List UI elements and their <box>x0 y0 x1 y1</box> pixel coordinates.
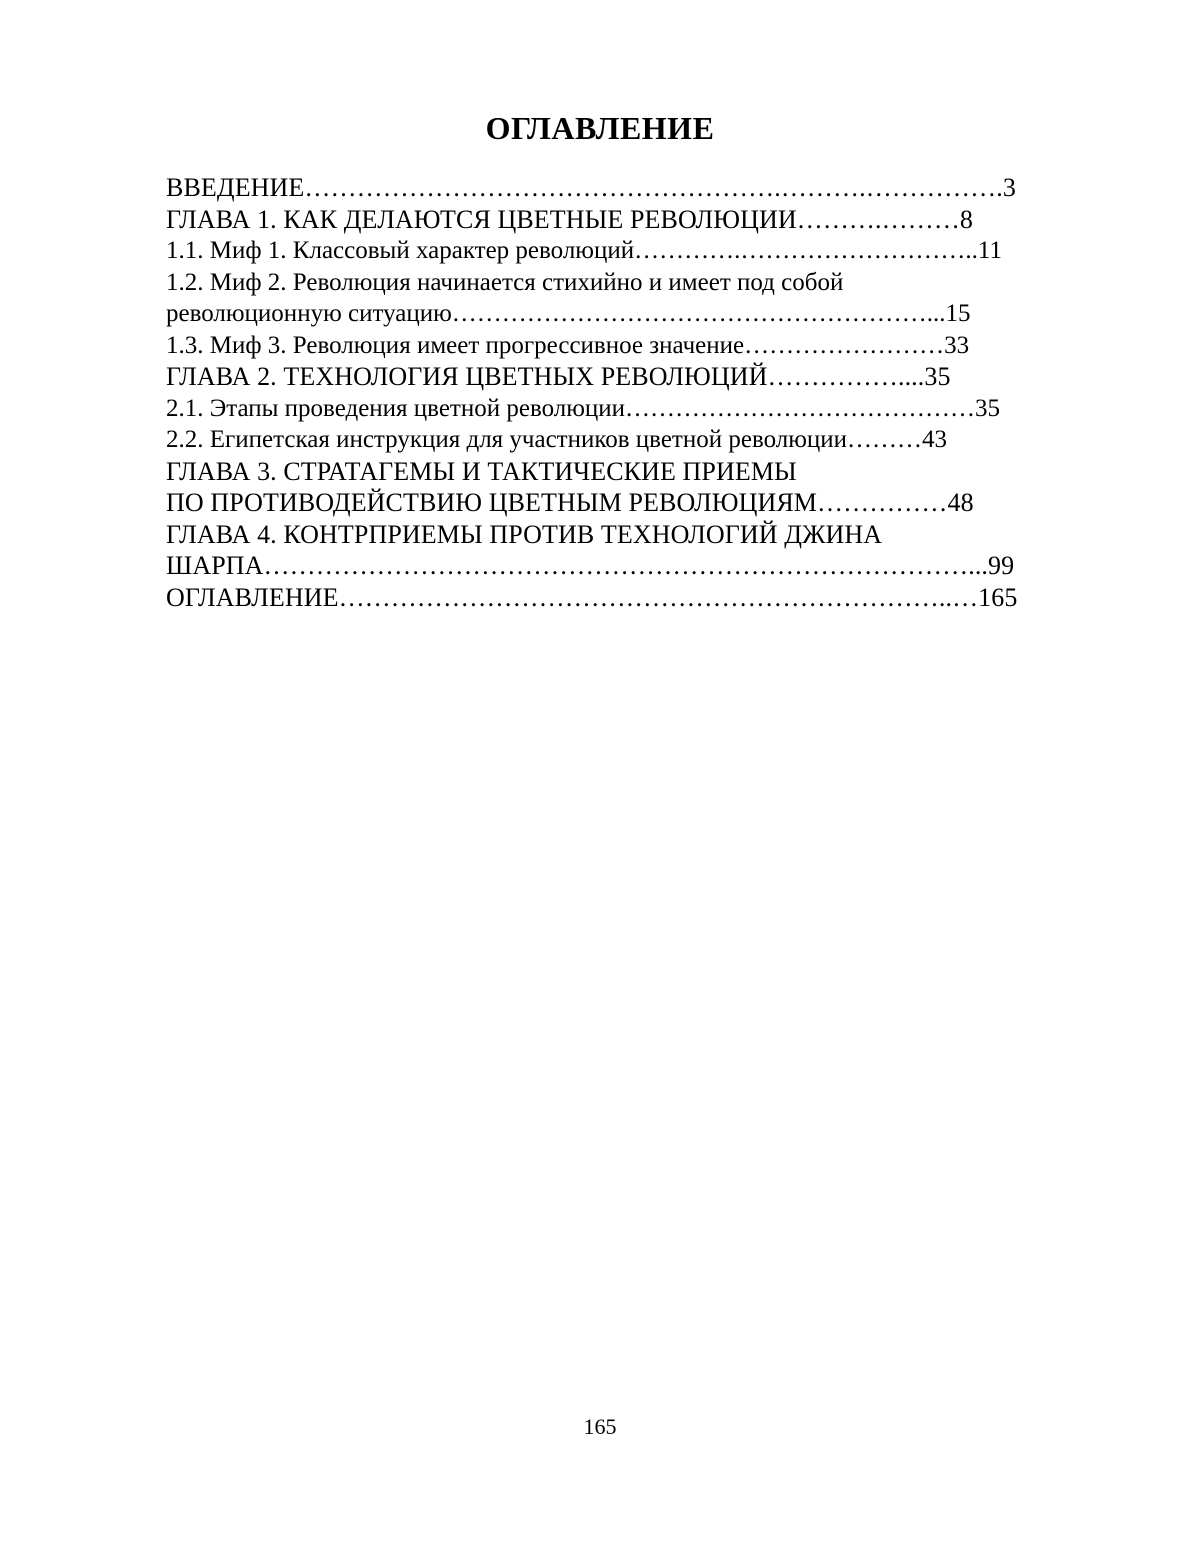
toc-line-chapter-1: ГЛАВА 1. КАК ДЕЛАЮТСЯ ЦВЕТНЫЕ РЕВОЛЮЦИИ……….………8 <box>166 204 974 234</box>
page-title: ОГЛАВЛЕНИЕ <box>485 110 715 146</box>
table-of-contents <box>166 172 1066 613</box>
toc-line-introduction: ВВЕДЕНИЕ……………………………………………….……….…………….3 <box>166 173 1016 202</box>
toc-line-chapter-2: ГЛАВА 2. ТЕХНОЛОГИЯ ЦВЕТНЫХ РЕВОЛЮЦИЙ……………....35 <box>166 362 951 391</box>
toc-line-section-2-1: 2.1. Этапы проведения цветной революции……………………………………35 <box>166 394 1001 422</box>
page-number: 165 <box>583 1414 617 1439</box>
toc-line-section-1-3: 1.3. Миф 3. Революция имеет прогрессивное значение……………………33 <box>166 331 970 359</box>
toc-line-section-1-2: 1.2. Миф 2. Революция начинается стихийно и имеет под собой <box>166 268 844 296</box>
toc-line-section-1-1: 1.1. Миф 1. Классовый характер революций………….………………………..11 <box>166 237 1002 264</box>
toc-line-section-1-2-cont: революционную ситуацию…………………………………………………...15 <box>166 300 971 327</box>
toc-line-chapter-4: ГЛАВА 4. КОНТРПРИЕМЫ ПРОТИВ ТЕХНОЛОГИЙ ДЖИНА <box>166 519 883 549</box>
toc-line-section-2-2: 2.2. Египетская инструкция для участников цветной революции………43 <box>166 426 948 453</box>
toc-line-contents: ОГЛАВЛЕНИЕ……………………………………………………………..…165 <box>166 582 1018 612</box>
toc-line-chapter-3-cont: ПО ПРОТИВОДЕЙСТВИЮ ЦВЕТНЫМ РЕВОЛЮЦИЯМ……………48 <box>166 488 974 517</box>
toc-line-chapter-3: ГЛАВА 3. СТРАТАГЕМЫ И ТАКТИЧЕСКИЕ ПРИЕМЫ <box>166 456 797 486</box>
toc-line-chapter-4-cont: ШАРПА………………………………………………………………………...99 <box>166 551 1015 580</box>
